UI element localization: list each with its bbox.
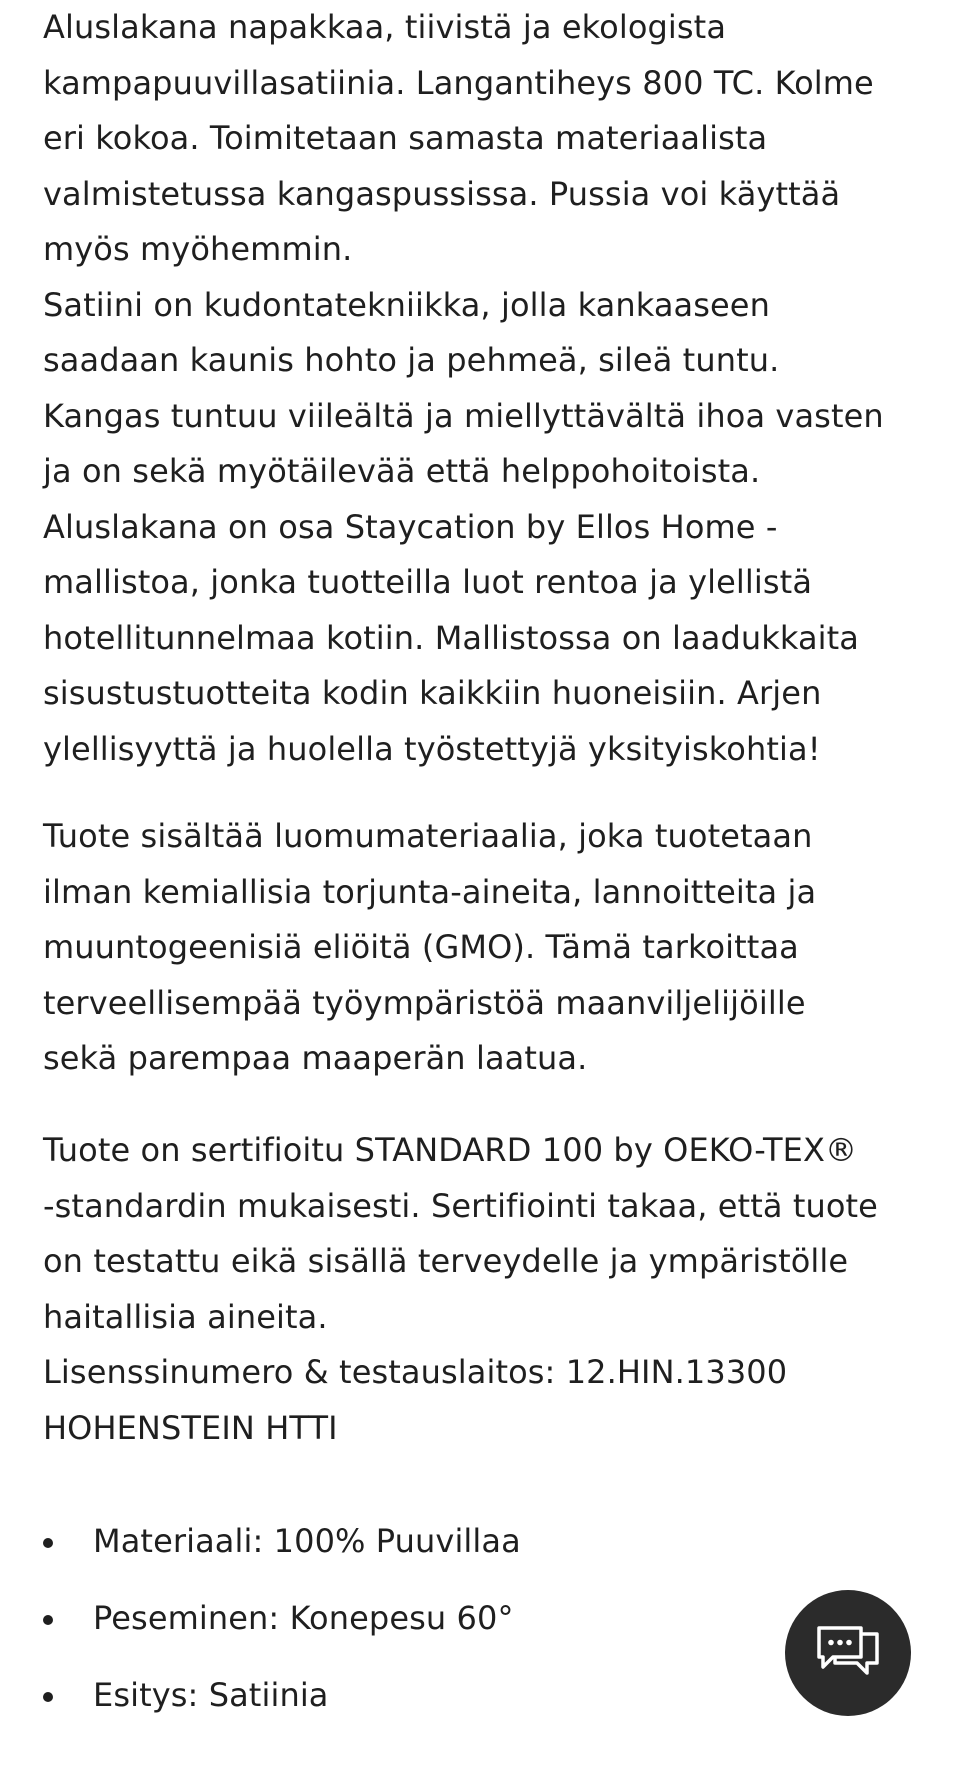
description-line: kampapuuvillasatiinia. Langantiheys 800 TC. Kolme: [43, 63, 874, 102]
description-line: mallistoa, jonka tuotteilla luot rentoa ja ylellistä: [43, 563, 813, 601]
spec-material: [43, 1514, 521, 1591]
description-paragraph-intro: [43, 0, 884, 777]
description-line: -standardin mukaisesti. Sertifiointi takaa, että tuote: [43, 1186, 878, 1225]
chat-bubbles-icon: [815, 1625, 881, 1681]
description-line: Kangas tuntuu viileältä ja miellyttävältä ihoa vasten: [43, 396, 884, 435]
description-line: Lisenssinumero & testauslaitos: 12.HIN.13300: [43, 1353, 788, 1391]
description-line: Satiini on kudontatekniikka, jolla kankaaseen: [43, 285, 770, 324]
description-line: sisustustuotteita kodin kaikkiin huoneisiin. Arjen: [43, 674, 822, 712]
description-line: myös myöhemmin.: [43, 230, 353, 268]
spec-finish: [43, 1668, 521, 1745]
description-line: ja on sekä myötäilevää että helppohoitoista.: [43, 452, 761, 490]
description-line: valmistetussa kangaspussissa. Pussia voi käyttää: [43, 174, 841, 213]
product-spec-list: [43, 1514, 521, 1745]
spec-label: Esitys: Satiinia: [93, 1676, 329, 1714]
bullet-icon: [43, 1615, 53, 1625]
description-line: ylellisyyttä ja huolella työstettyjä yksityiskohtia!: [43, 729, 821, 768]
description-line: ilman kemiallisia torjunta-aineita, lannoitteita ja: [43, 872, 817, 911]
description-line: Aluslakana on osa Staycation by Ellos Home -: [43, 507, 778, 546]
description-line: haitallisia aineita.: [43, 1297, 328, 1336]
description-line: terveellisempää työympäristöä maanviljelijöille: [43, 983, 806, 1022]
description-line: hotellitunnelmaa kotiin. Mallistossa on laadukkaita: [43, 618, 860, 657]
description-line: Aluslakana napakkaa, tiivistä ja ekologista: [43, 8, 727, 46]
description-paragraph-organic: [43, 809, 816, 1087]
description-line: on testattu eikä sisällä terveydelle ja ympäristölle: [43, 1242, 849, 1280]
description-line: sekä parempaa maaperän laatua.: [43, 1039, 588, 1077]
bullet-icon: [43, 1538, 53, 1548]
description-paragraph-certification: [43, 1123, 878, 1456]
description-line: Tuote on sertifioitu STANDARD 100 by OEKO-TEX®: [43, 1131, 858, 1169]
chat-button[interactable]: [785, 1590, 911, 1716]
description-line: muuntogeenisiä eliöitä (GMO). Tämä tarkoittaa: [43, 928, 799, 966]
bullet-icon: [43, 1692, 53, 1702]
description-line: eri kokoa. Toimitetaan samasta materiaalista: [43, 119, 768, 157]
description-line: HOHENSTEIN HTTI: [43, 1408, 338, 1447]
description-line: saadaan kaunis hohto ja pehmeä, sileä tuntu.: [43, 341, 780, 379]
spec-label: Materiaali: 100% Puuvillaa: [93, 1522, 521, 1560]
spec-label: Peseminen: Konepesu 60°: [93, 1599, 514, 1637]
spec-washing: [43, 1591, 521, 1668]
description-line: Tuote sisältää luomumateriaalia, joka tuotetaan: [43, 817, 813, 855]
